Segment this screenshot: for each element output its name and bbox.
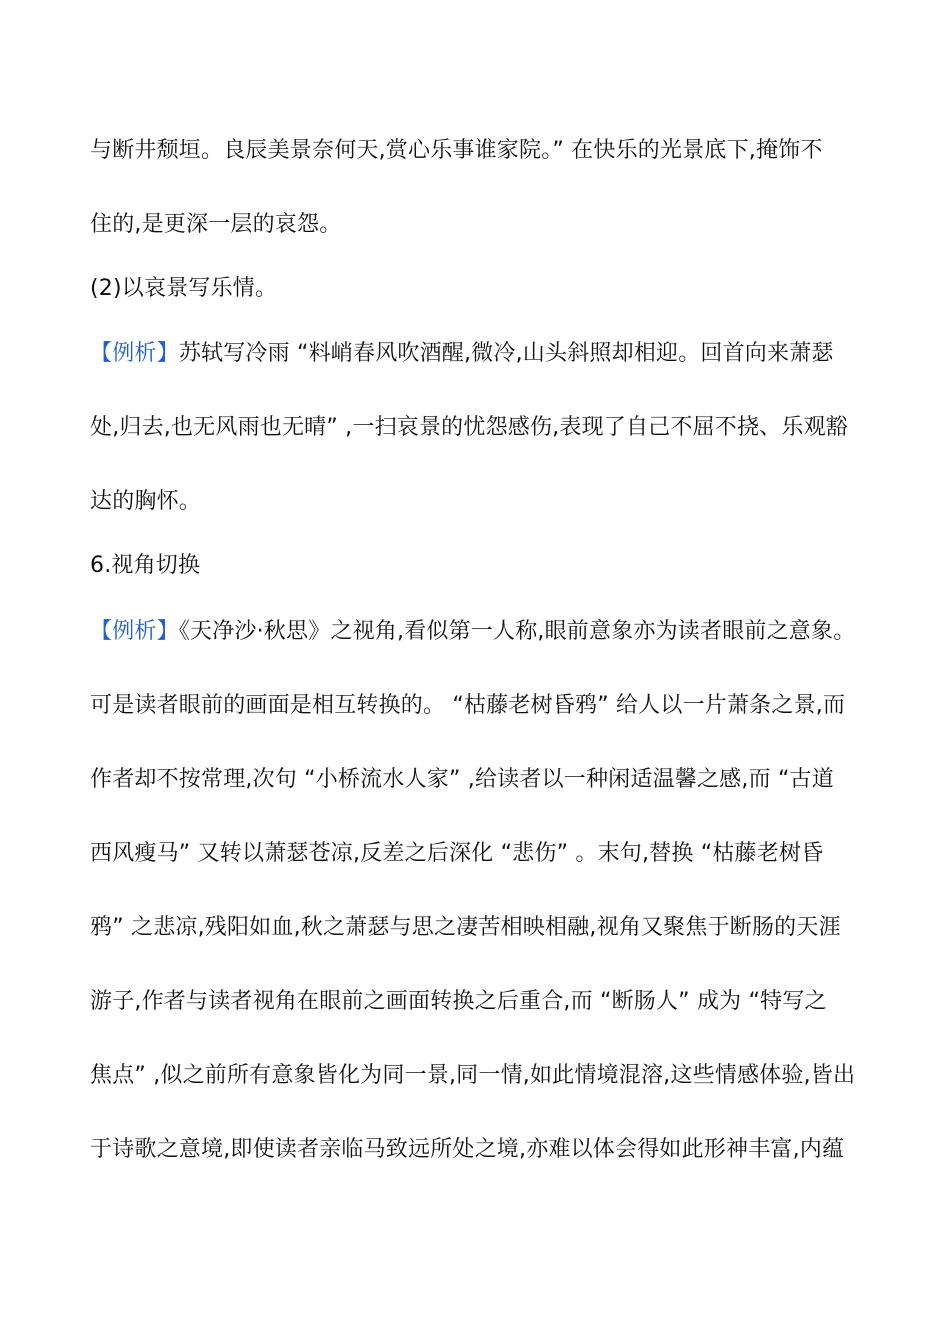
- text-line-13: 游子,作者与读者视角在眼前之画面转换之后重合,而 “断肠人” 成为 “特写之: [90, 989, 827, 1014]
- example-tag: 【例析】: [90, 341, 179, 366]
- text-line-8: 《天净沙·秋思》之视角,看似第一人称,眼前意象亦为读者眼前之意象。: [178, 619, 856, 644]
- text-line-11: 西风瘦马” 又转以萧瑟苍凉,反差之后深化 “悲伤” 。末句,替换 “枯藤老树昏: [90, 841, 824, 866]
- text-line-4: 苏轼写冷雨 “料峭春风吹酒醒,微冷,山头斜照却相迎。回首向来萧瑟: [178, 341, 834, 366]
- text-line-12: 鸦” 之悲凉,残阳如血,秋之萧瑟与思之凄苦相映相融,视角又聚焦于断肠的天涯: [90, 915, 841, 940]
- text-line-5: 处,归去,也无风雨也无晴” ,一扫哀景的忧怨感伤,表现了自己不屈不挠、乐观豁: [90, 415, 848, 440]
- text-line-1: 与断井颓垣。良辰美景奈何天,赏心乐事谁家院。” 在快乐的光景底下,掩饰不: [90, 138, 823, 163]
- text-line-14: 焦点” ,似之前所有意象皆化为同一景,同一情,如此情境混溶,这些情感体验,皆出: [90, 1063, 856, 1088]
- example-tag: 【例析】: [90, 619, 179, 644]
- text-line-15: 于诗歌之意境,即使读者亲临马致远所处之境,亦难以体会得如此形神丰富,内蕴: [90, 1137, 845, 1162]
- text-line-6: 达的胸怀。: [90, 489, 202, 514]
- section-heading-2: (2)以哀景写乐情。: [90, 276, 278, 301]
- text-line-9: 可是读者眼前的画面是相互转换的。 “枯藤老树昏鸦” 给人以一片萧条之景,而: [90, 693, 846, 718]
- text-line-10: 作者却不按常理,次句 “小桥流水人家” ,给读者以一种闲适温馨之感,而 “古道: [90, 767, 834, 792]
- text-line-2: 住的,是更深一层的哀怨。: [90, 212, 342, 237]
- section-heading-6: 6.视角切换: [90, 553, 201, 578]
- example-paragraph-1-line-1: [90, 339, 860, 369]
- example-paragraph-2-line-1: [90, 617, 860, 647]
